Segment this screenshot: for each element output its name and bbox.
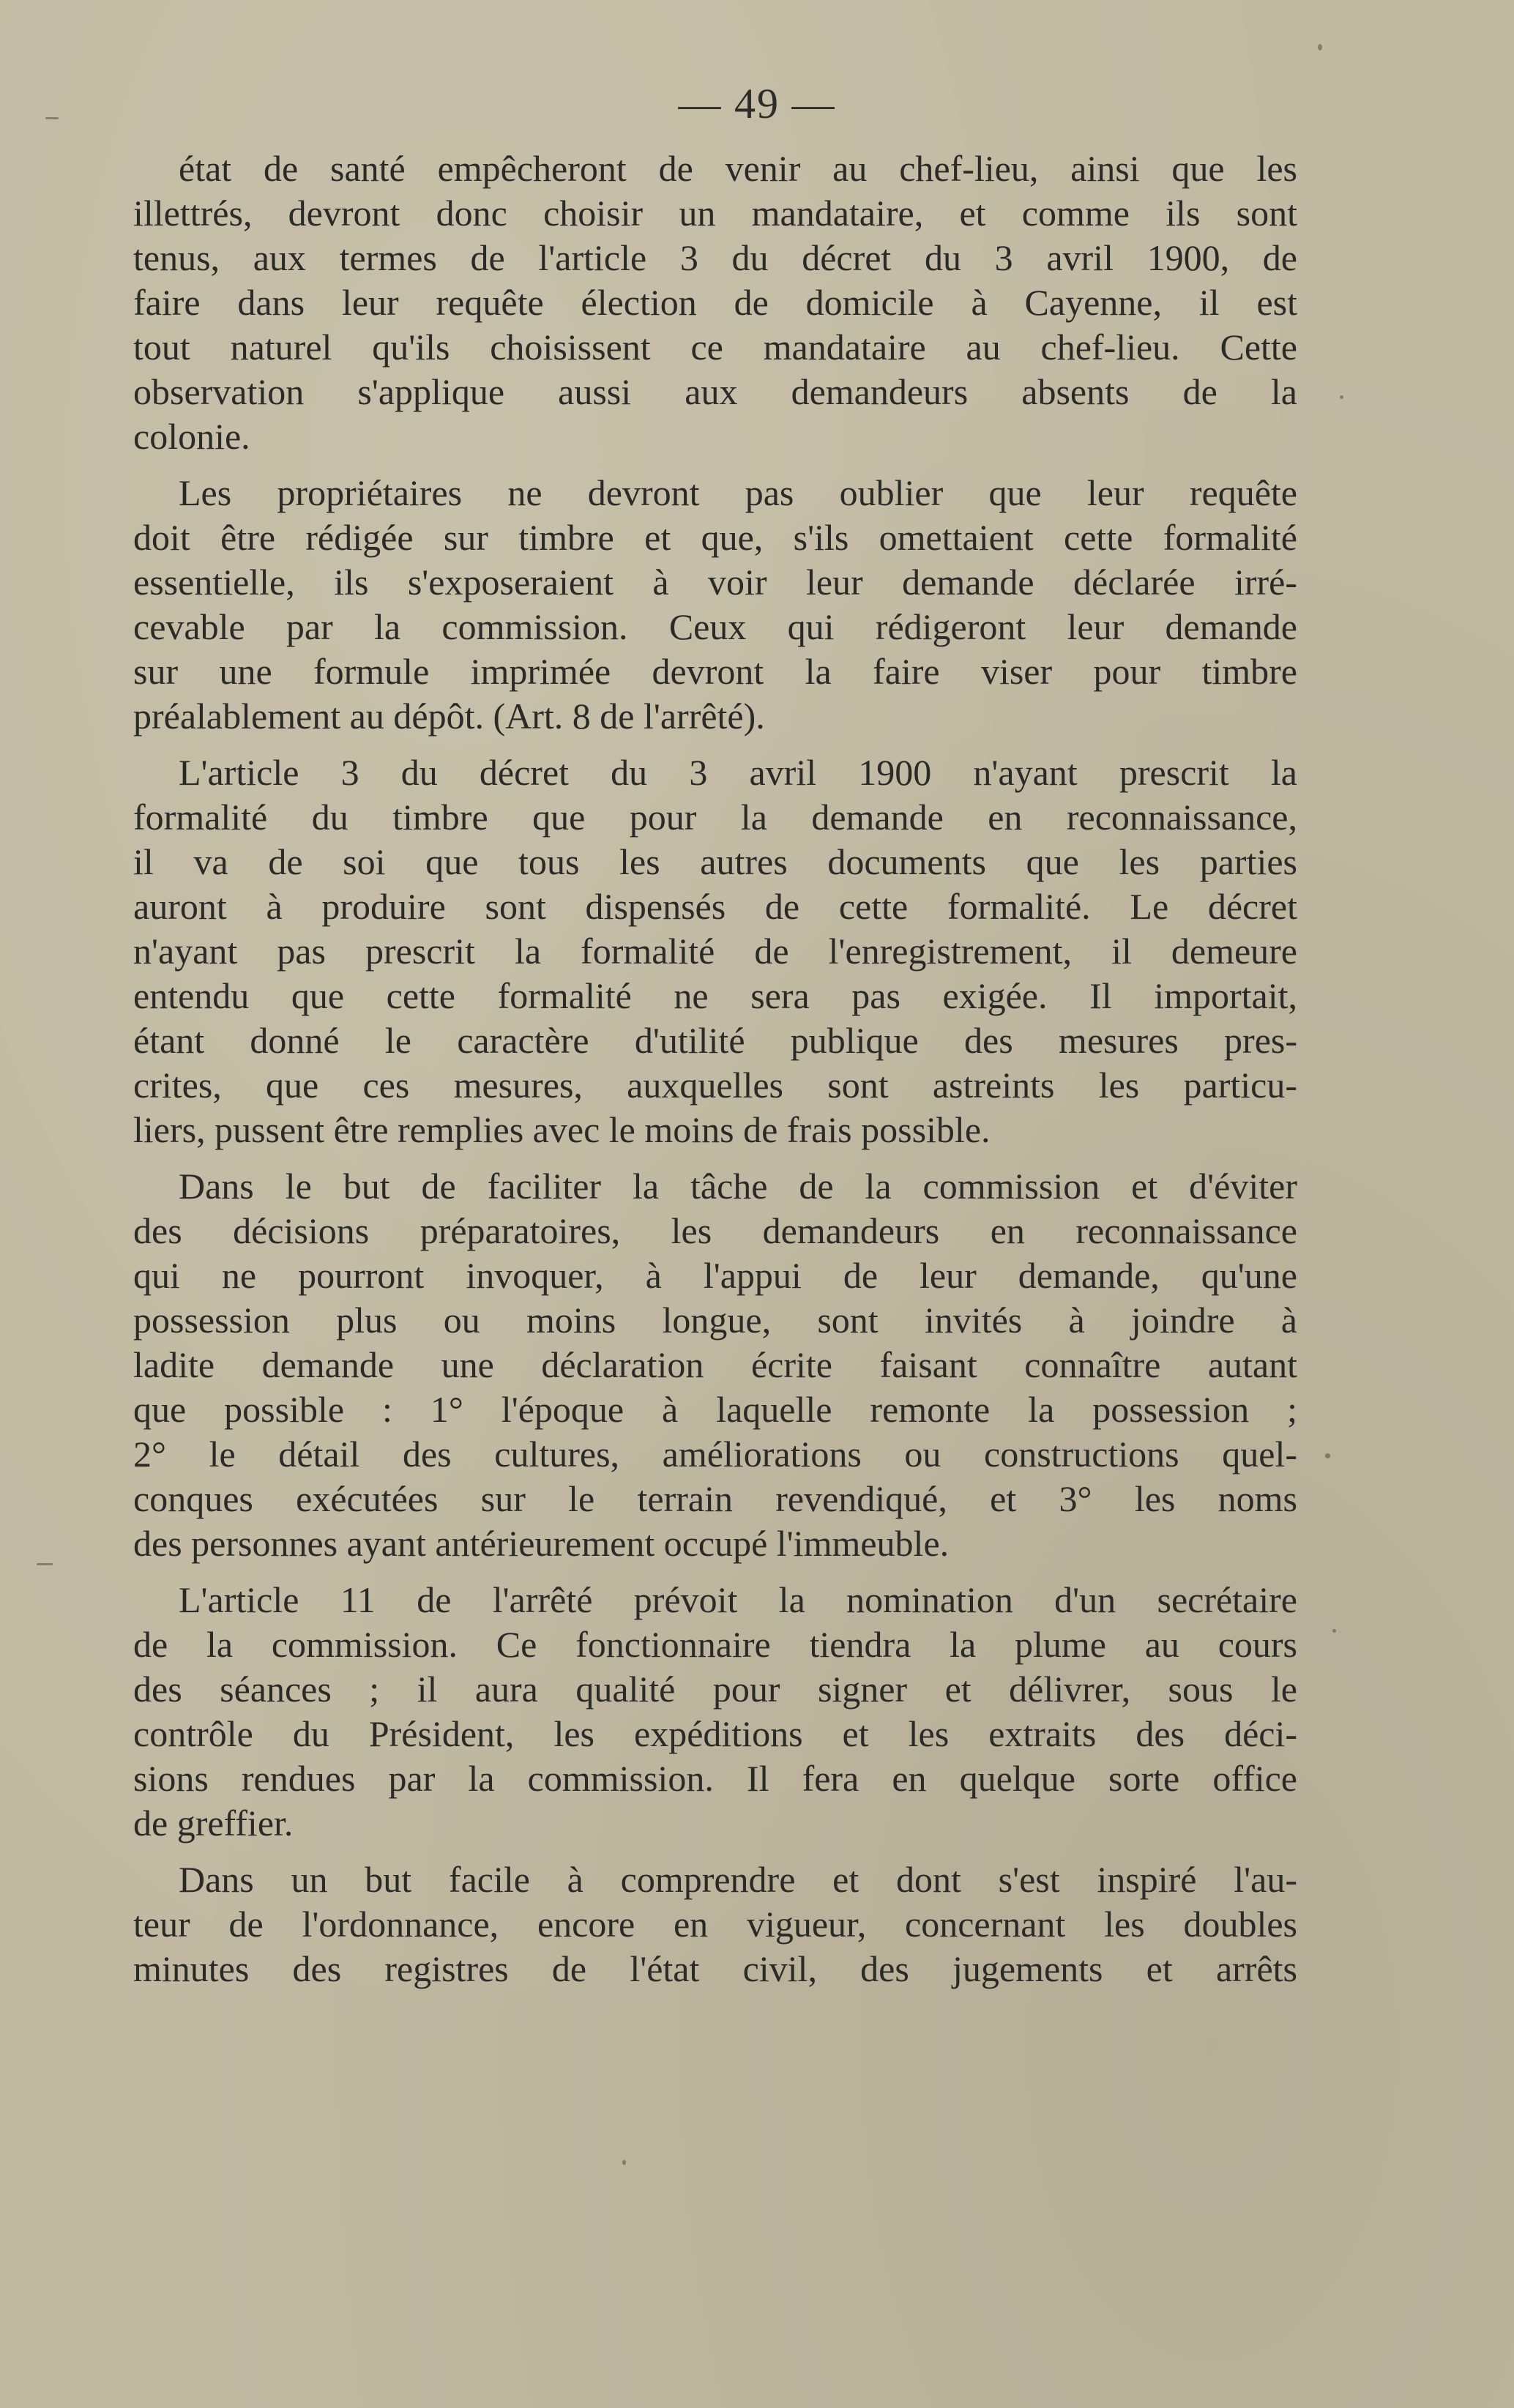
text-line: illettrés, devront donc choisir un mandataire, et comme ils sont	[133, 193, 1297, 234]
paper-speck	[622, 2160, 626, 2165]
paragraph	[133, 1578, 1297, 1846]
text-line: étant donné le caractère d'utilité publique des mesures pres-	[133, 1020, 1297, 1061]
text-line: essentielle, ils s'exposeraient à voir leur demande déclarée irré-	[133, 562, 1297, 603]
paragraph	[133, 146, 1297, 459]
text-line: tenus, aux termes de l'article 3 du décret du 3 avril 1900, de	[133, 237, 1297, 278]
text-line: Dans le but de faciliter la tâche de la commission et d'éviter	[179, 1166, 1297, 1207]
text-line: de greffier.	[133, 1803, 294, 1844]
text-line: minutes des registres de l'état civil, des jugements et arrêts	[133, 1948, 1297, 1989]
text-line: crites, que ces mesures, auxquelles sont astreints les particu-	[133, 1065, 1297, 1106]
text-line: état de santé empêcheront de venir au chef-lieu, ainsi que les	[179, 148, 1297, 189]
paper-speck	[1325, 1453, 1330, 1458]
text-line: auront à produire sont dispensés de cette formalité. Le décret	[133, 886, 1297, 927]
paper-speck	[1318, 44, 1322, 51]
text-line: L'article 3 du décret du 3 avril 1900 n'ayant prescrit la	[179, 752, 1297, 793]
text-line: sur une formule imprimée devront la faire viser pour timbre	[133, 651, 1297, 692]
paragraph	[133, 471, 1297, 739]
text-line: de la commission. Ce fonctionnaire tiendra la plume au cours	[133, 1624, 1297, 1665]
paper-speck	[1340, 395, 1343, 399]
text-line: possession plus ou moins longue, sont invités à joindre à	[133, 1300, 1297, 1341]
text-line: contrôle du Président, les expéditions et les extraits des déci-	[133, 1713, 1297, 1754]
text-line: des séances ; il aura qualité pour signer et délivrer, sous le	[133, 1669, 1297, 1710]
text-line: Les propriétaires ne devront pas oublier que leur requête	[179, 472, 1297, 513]
text-line: observation s'applique aussi aux demandeurs absents de la	[133, 371, 1297, 412]
text-line: 2° le détail des cultures, améliorations ou constructions quel-	[133, 1434, 1297, 1475]
text-line: que possible : 1° l'époque à laquelle remonte la possession ;	[133, 1389, 1297, 1430]
text-line: entendu que cette formalité ne sera pas exigée. Il importait,	[133, 975, 1297, 1016]
text-line: tout naturel qu'ils choisissent ce mandataire au chef-lieu. Cette	[133, 327, 1297, 368]
text-line: des personnes ayant antérieurement occupé l'immeuble.	[133, 1523, 950, 1564]
text-line: formalité du timbre que pour la demande en reconnaissance,	[133, 797, 1297, 838]
text-line: L'article 11 de l'arrêté prévoit la nomination d'un secrétaire	[179, 1579, 1297, 1620]
text-line: conques exécutées sur le terrain revendiqué, et 3° les noms	[133, 1478, 1297, 1519]
body-text	[133, 146, 1297, 2003]
paper-speck	[1332, 1629, 1336, 1633]
paragraph	[133, 750, 1297, 1152]
paper-speck	[45, 117, 59, 119]
text-line: sions rendues par la commission. Il fera en quelque sorte office	[133, 1758, 1297, 1799]
text-line: n'ayant pas prescrit la formalité de l'enregistrement, il demeure	[133, 931, 1297, 972]
page-number: — 49 —	[678, 80, 836, 127]
text-line: ladite demande une déclaration écrite faisant connaître autant	[133, 1344, 1297, 1385]
text-line: il va de soi que tous les autres documents que les parties	[133, 841, 1297, 882]
text-line: liers, pussent être remplies avec le moins de frais possible.	[133, 1109, 991, 1150]
text-line: des décisions préparatoires, les demandeurs en reconnaissance	[133, 1210, 1297, 1251]
text-line: faire dans leur requête élection de domicile à Cayenne, il est	[133, 282, 1297, 323]
paragraph	[133, 1857, 1297, 1991]
text-line: Dans un but facile à comprendre et dont s'est inspiré l'au-	[179, 1859, 1297, 1900]
text-line: teur de l'ordonnance, encore en vigueur, concernant les doubles	[133, 1904, 1297, 1945]
text-line: colonie.	[133, 416, 250, 457]
text-line: qui ne pourront invoquer, à l'appui de leur demande, qu'une	[133, 1255, 1297, 1296]
text-line: doit être rédigée sur timbre et que, s'ils omettaient cette formalité	[133, 517, 1297, 558]
text-line: préalablement au dépôt. (Art. 8 de l'arrêté).	[133, 696, 765, 737]
paragraph	[133, 1164, 1297, 1566]
text-line: cevable par la commission. Ceux qui rédigeront leur demande	[133, 606, 1297, 647]
paper-speck	[37, 1563, 53, 1565]
